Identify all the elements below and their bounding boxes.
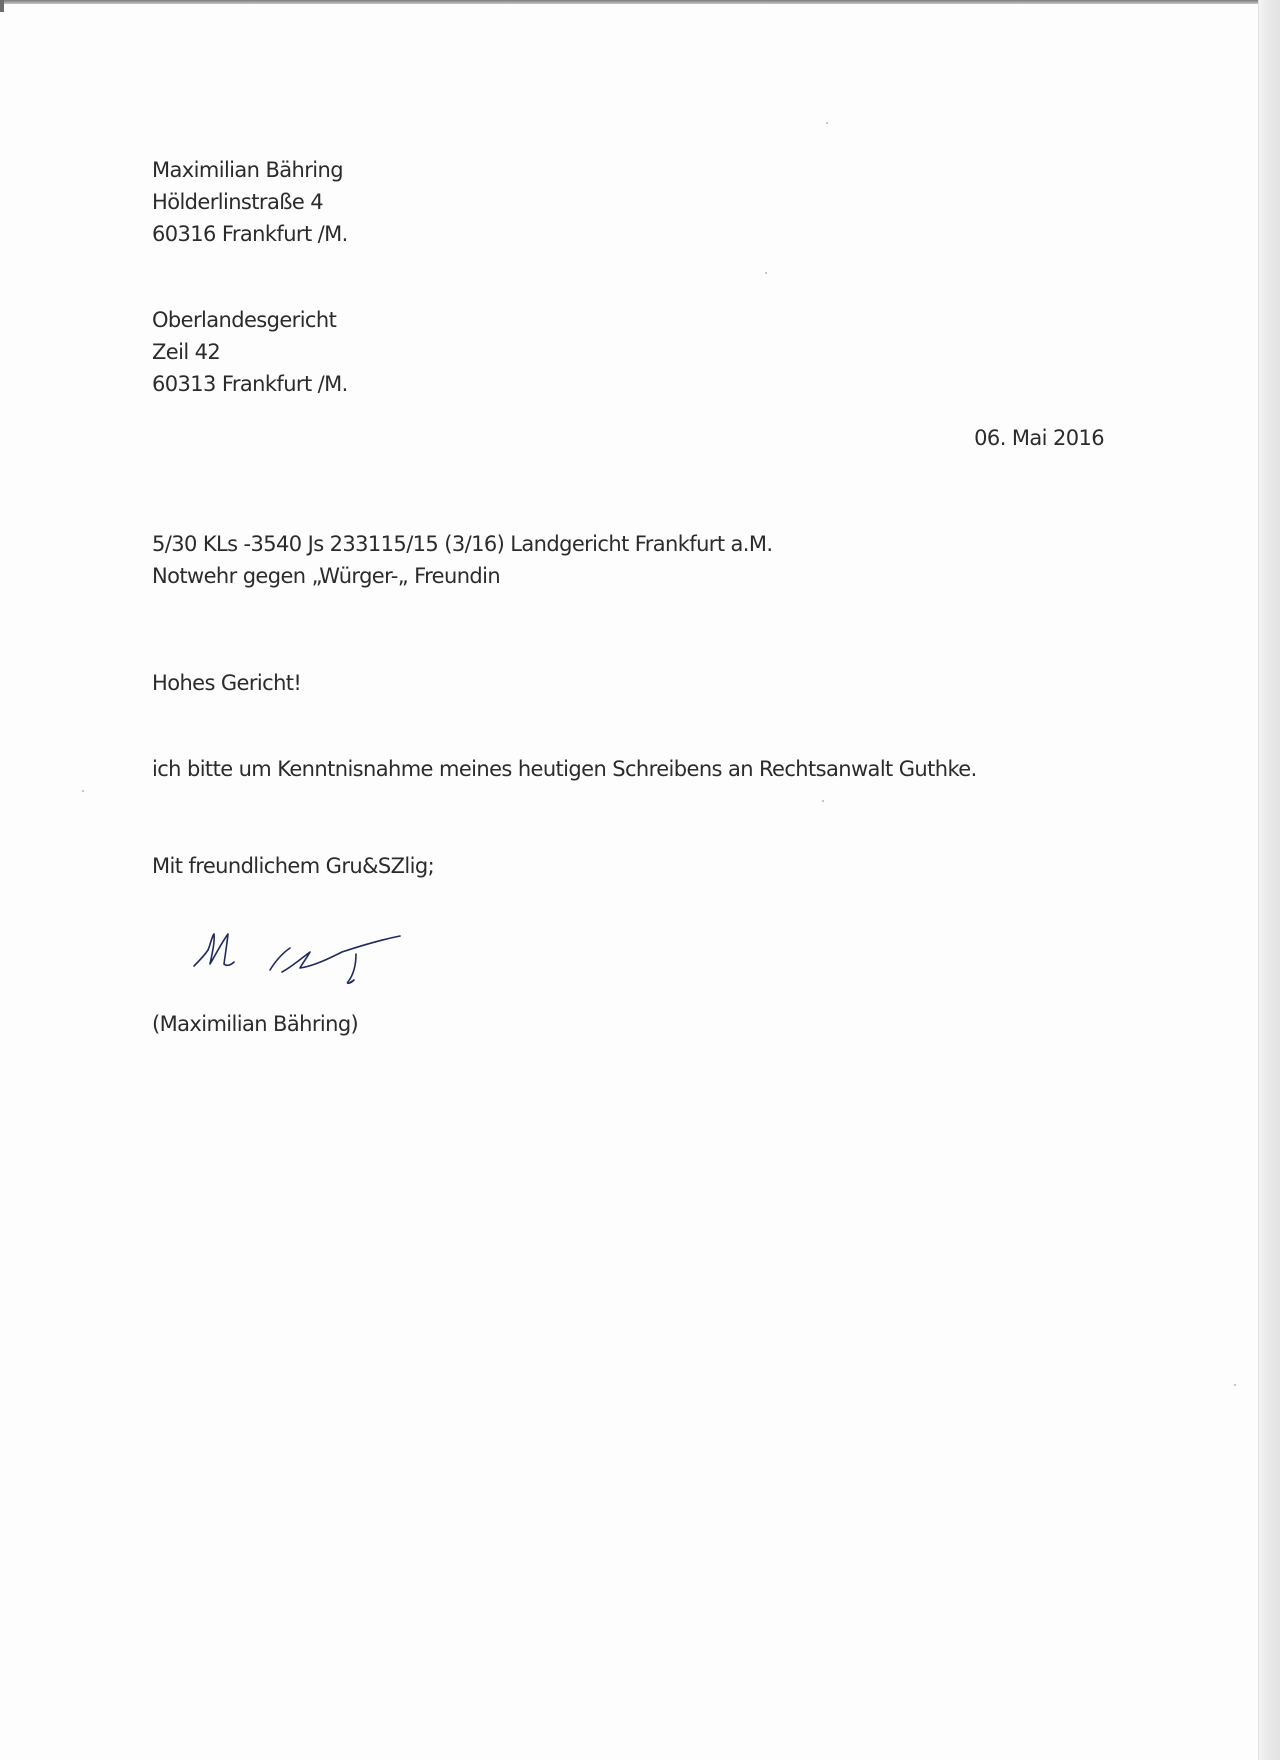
case-topic: Notwehr gegen „Würger-„ Freundin bbox=[152, 564, 501, 588]
recipient-name: Oberlandesgericht bbox=[152, 308, 337, 332]
sender-name: Maximilian Bähring bbox=[152, 158, 343, 182]
scan-speck bbox=[765, 272, 767, 274]
scan-top-edge bbox=[0, 0, 1258, 4]
sender-street: Hölderlinstraße 4 bbox=[152, 190, 323, 214]
signature-stroke bbox=[347, 954, 356, 983]
signature-stroke bbox=[270, 948, 290, 970]
signature-stroke bbox=[194, 950, 208, 966]
scan-corner-mark bbox=[0, 0, 4, 12]
salutation: Hohes Gericht! bbox=[152, 671, 302, 695]
letter-date: 06. Mai 2016 bbox=[974, 426, 1104, 450]
scan-speck bbox=[82, 790, 84, 792]
body-text: ich bitte um Kenntnisnahme meines heutigen Schreibens an Rechtsanwalt Guthke. bbox=[152, 757, 977, 781]
signature-stroke bbox=[282, 936, 400, 972]
case-reference: 5/30 KLs -3540 Js 233115/15 (3/16) Landgericht Frankfurt a.M. bbox=[152, 532, 773, 556]
scan-speck bbox=[826, 122, 828, 124]
scan-speck bbox=[1234, 1384, 1236, 1386]
sender-city: 60316 Frankfurt /M. bbox=[152, 222, 348, 246]
handwritten-signature bbox=[190, 922, 450, 1002]
recipient-street: Zeil 42 bbox=[152, 340, 221, 364]
closing: Mit freundlichem Gru&SZlig; bbox=[152, 854, 435, 878]
scan-right-margin bbox=[1258, 0, 1280, 1760]
scan-speck bbox=[822, 800, 824, 802]
scan-right-edge-line bbox=[1258, 0, 1259, 1760]
signature-name: (Maximilian Bähring) bbox=[152, 1012, 359, 1036]
recipient-city: 60313 Frankfurt /M. bbox=[152, 372, 348, 396]
signature-stroke bbox=[208, 934, 234, 965]
